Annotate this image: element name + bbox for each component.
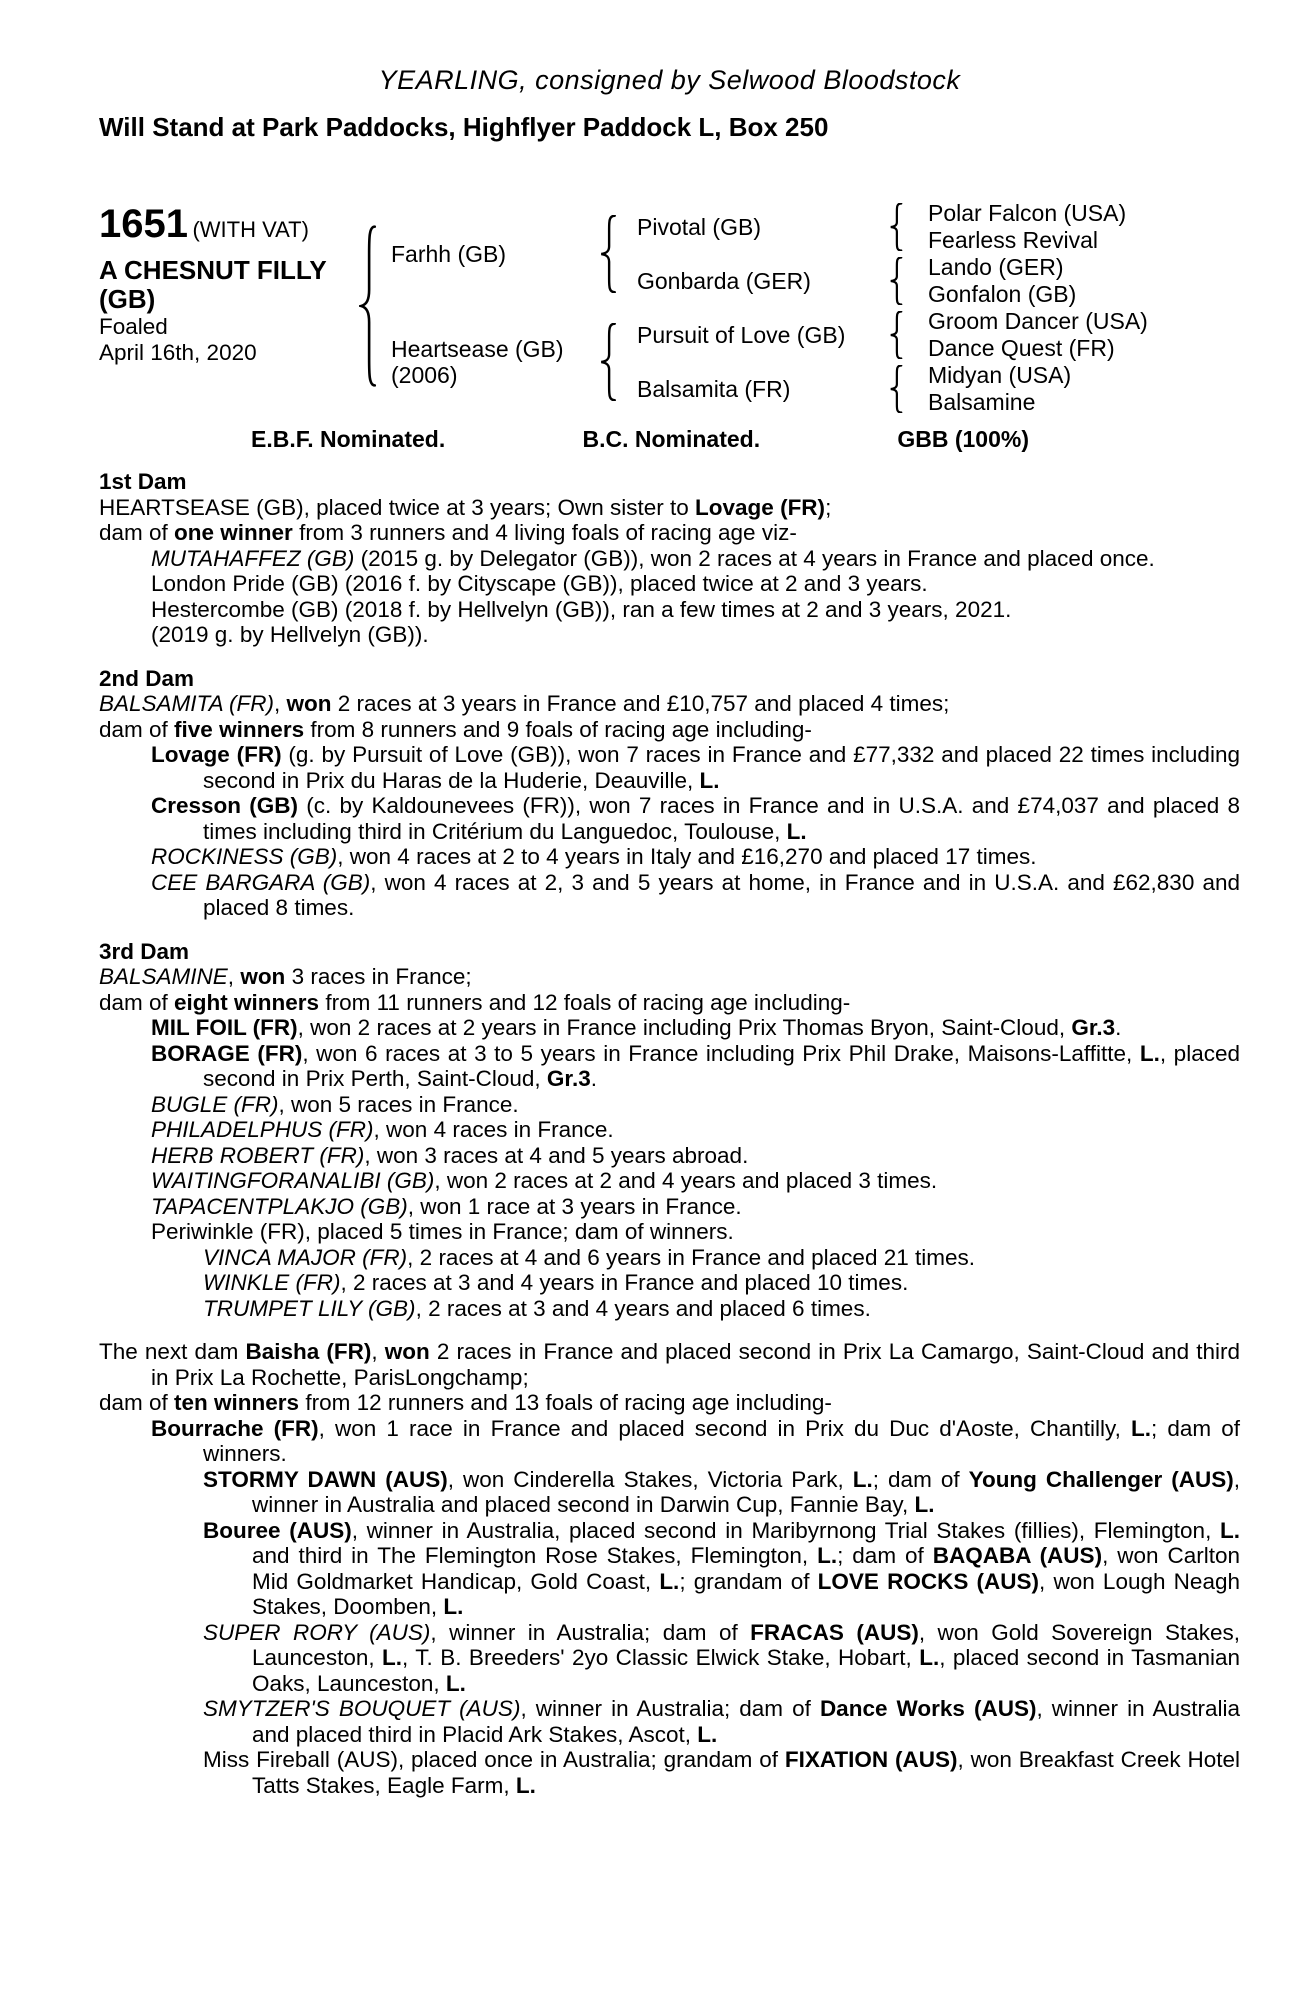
lot-number: 1651 [99, 202, 188, 246]
brace-icon [359, 225, 377, 387]
pedigree-entry: Miss Fireball (AUS), placed once in Australia; grandam of FIXATION (AUS), won Breakfast Creek Hotel Tatts Stakes, Eagle Farm, L. [203, 1747, 1241, 1798]
great-grandsire-name: Midyan (USA) [928, 362, 1072, 388]
sire-parents [617, 200, 1240, 308]
brace-icon [599, 215, 617, 293]
pedigree-entry: PHILADELPHUS (FR), won 4 races in France. [151, 1117, 614, 1142]
dam-branch [377, 308, 1240, 416]
horse-name: A CHESNUT FILLY (GB) [99, 255, 327, 314]
stand-location: Will Stand at Park Paddocks, Highflyer Paddock L, Box 250 [99, 112, 829, 142]
great-grandparents [903, 308, 1148, 362]
page-title: YEARLING, consigned by Selwood Bloodstock [378, 65, 961, 95]
pedigree-entry: Hestercombe (GB) (2018 f. by Hellvelyn (GB)), ran a few times at 2 and 3 years, 2021. [151, 596, 1012, 622]
pedigree-entry: (2019 g. by Hellvelyn (GB)). [151, 622, 429, 647]
pedigree-entry: SUPER RORY (AUS), winner in Australia; dam of FRACAS (AUS), won Gold Sovereign Stakes, Launceston, L., T. B. Breeders' 2yo Classic Elwick Stake, Hobart, L., placed second in Tasmanian Oaks, Launceston, L. [203, 1619, 1240, 1696]
lot-block [99, 200, 359, 412]
pedigree-entry: TAPACENTPLAKJO (GB), won 1 race at 3 years in France. [151, 1193, 742, 1219]
dam-section [99, 469, 1240, 648]
granddam-branch [617, 254, 1240, 308]
generation-1 [377, 200, 1240, 415]
dam-section [99, 939, 1240, 1322]
gbb-note: GBB (100%) [897, 426, 1029, 452]
pedigree-entry: Lovage (FR) (g. by Pursuit of Love (GB)), won 7 races in France and £77,332 and placed 22 times including second in Prix du Haras de la Huderie, Deauville, L. [151, 742, 1240, 793]
grandsire-branch [617, 308, 1240, 362]
dam-year: (2006) [391, 362, 458, 388]
pedigree-entry: dam of five winners from 8 runners and 9 foals of racing age including- [99, 716, 812, 742]
nominations-line [251, 426, 1029, 453]
pedigree-entry: dam of ten winners from 12 runners and 13 foals of racing age including- [99, 1390, 832, 1415]
grandsire-name: Pivotal (GB) [637, 214, 761, 240]
dam-section [99, 1339, 1240, 1798]
catalog-sections [99, 469, 1240, 1798]
pedigree-entry: HERB ROBERT (FR), won 3 races at 4 and 5 years abroad. [151, 1142, 749, 1168]
pedigree-entry: TRUMPET LILY (GB), 2 races at 3 and 4 years and placed 6 times. [203, 1295, 871, 1321]
pedigree-entry: WINKLE (FR), 2 races at 3 and 4 years in France and placed 10 times. [203, 1270, 909, 1295]
pedigree-entry: Bourrache (FR), won 1 race in France and placed second in Prix du Duc d'Aoste, Chantilly, L.; dam of winners. [151, 1415, 1240, 1466]
brace-icon [889, 257, 903, 305]
pedigree-entry: dam of one winner from 3 runners and 4 living foals of racing age viz- [99, 520, 797, 545]
brace-icon [889, 311, 903, 359]
pedigree-entry: MIL FOIL (FR), won 2 races at 2 years in France including Prix Thomas Bryon, Saint-Cloud, Gr.3. [151, 1015, 1122, 1040]
pedigree-entry: Periwinkle (FR), placed 5 times in France; dam of winners. [151, 1219, 734, 1244]
section-heading: 1st Dam [99, 469, 187, 494]
pedigree-entry: VINCA MAJOR (FR), 2 races at 4 and 6 years in France and placed 21 times. [203, 1244, 975, 1270]
pedigree-entry: BUGLE (FR), won 5 races in France. [151, 1091, 519, 1117]
pedigree-entry: Cresson (GB) (c. by Kaldounevees (FR)), won 7 races in France and in U.S.A. and £74,037 and placed 8 times including third in Critérium du Languedoc, Toulouse, L. [151, 793, 1240, 844]
bc-nomination: B.C. Nominated. [582, 426, 761, 452]
sire-branch [377, 200, 1240, 308]
great-granddam-name: Fearless Revival [928, 227, 1098, 253]
lot-line [99, 204, 359, 244]
section-heading: 3rd Dam [99, 938, 190, 964]
brace-icon [889, 365, 903, 413]
great-granddam-name: Balsamine [928, 389, 1036, 415]
pedigree-entry: STORMY DAWN (AUS), won Cinderella Stakes, Victoria Park, L.; dam of Young Challenger (AUS), winner in Australia and placed second in Darwin Cup, Fannie Bay, L. [203, 1466, 1240, 1517]
pedigree-entry: The next dam Baisha (FR), won 2 races in France and placed second in Prix La Camargo, Saint-Cloud and third in Prix La Rochette, ParisLongchamp; [99, 1339, 1241, 1390]
sire-name: Farhh (GB) [391, 241, 507, 267]
granddam-name: Gonbarda (GER) [637, 268, 811, 294]
brace-icon [889, 203, 903, 251]
dam-name-line: Heartsease (GB) [391, 336, 564, 362]
section-heading: 2nd Dam [99, 665, 195, 691]
great-granddam-name: Gonfalon (GB) [928, 281, 1077, 307]
pedigree-entry: CEE BARGARA (GB), won 4 races at 2, 3 and 5 years at home, in France and in U.S.A. and £62,830 and placed 8 times. [151, 869, 1240, 920]
ebf-nomination: E.B.F. Nominated. [251, 426, 446, 452]
dam-parents [617, 308, 1240, 416]
great-granddam-name: Dance Quest (FR) [928, 335, 1115, 361]
great-grandparents [903, 254, 1076, 308]
dam-name [377, 336, 599, 388]
pedigree-entry: BALSAMITA (FR), won 2 races at 3 years in France and £10,757 and placed 4 times; [99, 691, 950, 716]
dam-section [99, 666, 1240, 921]
pedigree-entry: London Pride (GB) (2016 f. by Cityscape (GB)), placed twice at 2 and 3 years. [151, 571, 928, 596]
great-grandsire-name: Groom Dancer (USA) [928, 308, 1148, 334]
pedigree-entry: SMYTZER'S BOUQUET (AUS), winner in Australia; dam of Dance Works (AUS), winner in Australia and placed third in Placid Ark Stakes, Ascot, L. [203, 1696, 1240, 1747]
great-grandparents [903, 200, 1126, 254]
brace-icon [599, 323, 617, 401]
granddam-branch [617, 362, 1240, 416]
vat-note: (WITH VAT) [192, 217, 309, 242]
pedigree-entry: MUTAHAFFEZ (GB) (2015 g. by Delegator (GB)), won 2 races at 4 years in France and placed once. [151, 545, 1155, 571]
pedigree-entry: Bouree (AUS), winner in Australia, placed second in Maribyrnong Trial Stakes (fillies), Flemington, L. and third in The Flemington Rose Stakes, Flemington, L.; dam of BAQABA (AUS), won Carlton Mid Goldmarket Handicap, Gold Coast, L.; grandam of LOVE ROCKS (AUS), won Lough Neagh Stakes, Doomben, L. [203, 1517, 1241, 1619]
great-grandsire-name: Lando (GER) [928, 254, 1064, 280]
granddam-name: Balsamita (FR) [637, 376, 791, 402]
great-grandparents [903, 362, 1071, 416]
pedigree-entry: ROCKINESS (GB), won 4 races at 2 to 4 years in Italy and £16,270 and placed 17 times. [151, 844, 1037, 869]
pedigree-entry: BALSAMINE, won 3 races in France; [99, 964, 472, 989]
pedigree-entry: dam of eight winners from 11 runners and 12 foals of racing age including- [99, 989, 851, 1015]
great-grandsire-name: Polar Falcon (USA) [928, 200, 1127, 226]
grandsire-branch [617, 200, 1240, 254]
pedigree-entry: BORAGE (FR), won 6 races at 3 to 5 years in France including Prix Phil Drake, Maisons-Laffitte, L., placed second in Prix Perth, Saint-Cloud, Gr.3. [151, 1040, 1240, 1091]
grandsire-name: Pursuit of Love (GB) [637, 322, 846, 348]
pedigree-entry: WAITINGFORANALIBI (GB), won 2 races at 2 and 4 years and placed 3 times. [151, 1168, 938, 1193]
foaled-date: April 16th, 2020 [99, 340, 257, 365]
pedigree-table [99, 200, 1240, 415]
pedigree-entry: HEARTSEASE (GB), placed twice at 3 years; Own sister to Lovage (FR); [99, 494, 832, 520]
foaled-label: Foaled [99, 314, 168, 339]
